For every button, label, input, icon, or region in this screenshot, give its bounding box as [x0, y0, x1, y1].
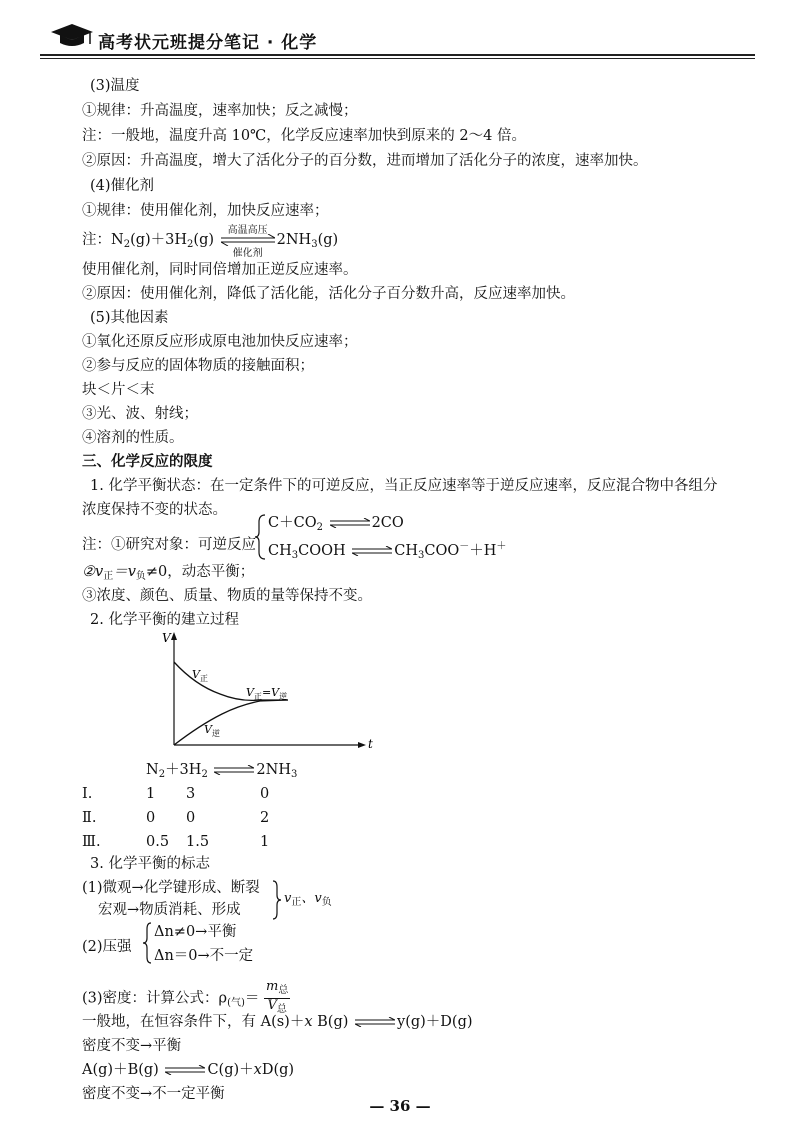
series-reverse-rate — [174, 700, 288, 745]
eq-var: x — [253, 1062, 262, 1078]
rate-equality — [82, 562, 254, 587]
eq-sub: 2 — [187, 239, 194, 250]
table-cell: 2 — [260, 810, 270, 826]
series-label-reverse — [204, 723, 220, 738]
rx-sup: ＋ — [496, 541, 507, 552]
label-sub: 正 — [199, 674, 208, 683]
eq-sub: 3 — [290, 769, 298, 780]
table-equation — [146, 760, 297, 785]
eq-sub: 负 — [321, 897, 332, 908]
y-axis-label: V — [162, 631, 171, 645]
rx-text: ＋H — [469, 543, 497, 559]
note-reversible: 注：①研究对象：可逆反应 — [82, 537, 256, 553]
rx-sub: 3 — [418, 550, 425, 561]
x-axis-label: t — [368, 737, 373, 751]
eq-text: (g)＋3H — [130, 232, 188, 248]
reaction-co2 — [268, 513, 404, 538]
equilibrium-arrow-icon — [214, 765, 254, 775]
label-sub: 逆 — [211, 729, 220, 738]
section-catalyst: (4)催化剂 — [90, 178, 155, 194]
label-eq: = — [261, 686, 272, 699]
eq-text: ≠0，动态平衡； — [145, 564, 255, 580]
eq-text: N — [146, 762, 159, 778]
eq-text: (3)密度：计算公式：ρ — [82, 990, 228, 1007]
marker-pressure: (2)压强 — [82, 939, 132, 955]
eq-text: 2NH — [276, 232, 312, 248]
eq-text: ＋3H — [165, 762, 202, 778]
section-temperature: (3)温度 — [90, 78, 140, 94]
brace-icon — [142, 922, 152, 964]
marker-macro: 宏观→物质消耗、形成 — [98, 902, 241, 918]
pressure-case-a: Δn≠0→平衡 — [154, 924, 237, 940]
table-cell: 0.5 — [146, 834, 170, 850]
label-main: V — [271, 686, 280, 699]
subsection-heading: 3. 化学平衡的标志 — [90, 856, 210, 872]
rx-sub: 3 — [291, 550, 299, 561]
y-axis-arrow — [171, 632, 177, 640]
eq-text: 2NH — [256, 762, 291, 778]
frac-num: m — [266, 979, 279, 994]
equilibrium-arrow-icon — [330, 518, 370, 528]
eq-text: ＝ — [244, 990, 260, 1007]
eq-sub: 正 — [103, 571, 114, 582]
rx-text: CH — [394, 543, 418, 559]
rx-text: COOH — [298, 543, 346, 559]
label-main: V — [204, 723, 212, 736]
text-line: ③浓度、颜色、质量、物质的量等保持不变。 — [82, 588, 372, 604]
text-line: ①氧化还原反应形成原电池加快反应速率； — [82, 334, 358, 350]
ammonia-equation — [82, 225, 339, 259]
pressure-case-b: Δn＝0→不一定 — [154, 948, 254, 964]
eq-text: v — [284, 891, 292, 906]
text-line: ①规律：使用催化剂，加快反应速率； — [82, 203, 329, 219]
frac-den-sub: 总 — [276, 1004, 287, 1015]
label-main: V — [246, 686, 254, 699]
series-label-forward — [192, 668, 208, 683]
table-cell: 1 — [146, 786, 156, 802]
density-example-2 — [82, 1060, 294, 1080]
header-rule-thin — [40, 58, 755, 59]
row-label: Ⅲ. — [82, 834, 101, 850]
subsection-heading: 2. 化学平衡的建立过程 — [90, 612, 239, 628]
eq-text: ②v — [82, 564, 104, 580]
row-label: Ⅰ. — [82, 786, 93, 802]
section-heading: 三、化学反应的限度 — [82, 454, 213, 470]
condition-top: 高温高压 — [227, 225, 268, 236]
eq-sub: 2 — [158, 769, 166, 780]
eq-text: A(g)＋B(g) — [82, 1062, 159, 1078]
eq-sub: 正 — [291, 897, 302, 908]
brace-icon — [272, 880, 282, 920]
frac-den: V — [267, 998, 277, 1013]
frac-num-sub: 总 — [278, 985, 289, 996]
text-line: 浓度保持不变的状态。 — [82, 502, 227, 518]
eq-text: y(g)＋D(g) — [397, 1014, 473, 1030]
table-cell: 0 — [186, 810, 196, 826]
table-cell: 0 — [260, 786, 270, 802]
label-main: V — [192, 668, 200, 681]
text-line: 密度不变→不一定平衡 — [82, 1086, 225, 1102]
equilibrium-rate-chart — [160, 630, 390, 755]
equilibrium-arrow-icon — [165, 1065, 205, 1075]
book-title: 高考状元班提分笔记 · 化学 — [98, 33, 318, 53]
eq-text: 、v — [301, 891, 322, 906]
text-line: 密度不变→平衡 — [82, 1038, 182, 1054]
text-line: 块＜片＜末 — [82, 382, 155, 398]
eq-sub: 2 — [123, 239, 131, 250]
table-cell: 1.5 — [186, 834, 210, 850]
equilibrium-arrow-icon — [352, 546, 392, 556]
eq-text: B(g) — [312, 1014, 349, 1030]
eq-sub: 2 — [201, 769, 208, 780]
text-line: 使用催化剂，同时同倍增加正逆反应速率。 — [82, 262, 358, 278]
table-cell: 1 — [260, 834, 270, 850]
eq-text: (g) — [317, 232, 339, 248]
eq-text: D(g) — [261, 1062, 295, 1078]
eq-text: C(g)＋ — [207, 1062, 254, 1078]
table-cell: 3 — [186, 786, 196, 802]
rx-sup: － — [459, 541, 470, 552]
eq-sub: (气) — [227, 997, 245, 1009]
brace-icon — [254, 514, 266, 560]
text-line: ②参与反应的固体物质的接触面积； — [82, 358, 314, 374]
reaction-acetic — [268, 537, 506, 566]
row-label: Ⅱ. — [82, 810, 97, 826]
header-rule — [40, 54, 755, 56]
rx-text: 2CO — [371, 515, 404, 531]
rx-text: CH — [268, 543, 292, 559]
text-line: 1. 化学平衡状态：在一定条件下的可逆反应，当正反应速率等于逆反应速率，反应混合物中各组分 — [90, 478, 718, 494]
eq-text: ＝v — [113, 564, 136, 580]
page-number: — 36 — — [369, 1097, 431, 1115]
page-header — [40, 18, 760, 58]
section-other: (5)其他因素 — [90, 310, 169, 326]
rx-sub: 2 — [316, 522, 323, 533]
label-sub: 逆 — [279, 692, 288, 701]
rx-text: C＋CO — [268, 515, 317, 531]
eq-text: (g) — [193, 232, 215, 248]
x-axis-arrow — [358, 742, 366, 748]
reversible-arrow — [221, 225, 275, 259]
marker-micro: (1)微观→化学键形成、断裂 — [82, 880, 260, 896]
density-example — [82, 1012, 473, 1032]
text-line: ③光、波、射线； — [82, 406, 198, 422]
text-line: 注：一般地，温度升高 10℃，化学反应速率加快到原来的 2～4 倍。 — [82, 128, 526, 144]
label-sub: 正 — [253, 692, 262, 701]
eq-text: 一般地，在恒容条件下，有 A(s)＋ — [82, 1014, 305, 1030]
equilibrium-arrow-icon — [355, 1017, 395, 1027]
eq-sub: 3 — [311, 239, 318, 250]
text-line: ②原因：升高温度，增大了活化分子的百分数，进而增加了活化分子的浓度，速率加快。 — [82, 153, 648, 169]
eq-var: x — [304, 1014, 313, 1030]
text-line: ②原因：使用催化剂，降低了活化能，活化分子百分数升高，反应速率加快。 — [82, 286, 575, 302]
text-line: ④溶剂的性质。 — [82, 430, 184, 446]
text-line: ①规律：升高温度，速率加快；反之减慢； — [82, 103, 358, 119]
graduation-cap-icon — [50, 22, 94, 48]
eq-sub: 负 — [135, 571, 146, 582]
eq-text: 注：N — [82, 232, 124, 248]
rx-text: COO — [424, 543, 460, 559]
condition-bottom: 催化剂 — [232, 248, 263, 259]
table-cell: 0 — [146, 810, 156, 826]
rate-marker — [284, 889, 332, 913]
equal-rate-label — [246, 686, 287, 701]
